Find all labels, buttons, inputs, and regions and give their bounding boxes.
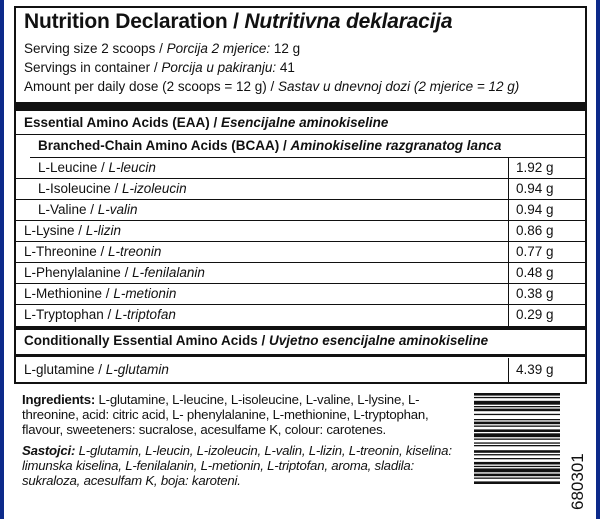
title-en: Nutrition Declaration	[24, 10, 228, 33]
column-divider	[508, 358, 509, 382]
table-row	[16, 263, 585, 284]
title-hr: Nutritivna deklaracija	[244, 10, 453, 33]
nutrient-en: L-Lysine /	[24, 223, 86, 238]
nutrient-name	[24, 223, 121, 238]
table-row	[16, 200, 585, 221]
nutrient-value: 0.94 g	[516, 181, 554, 196]
nutrient-en: L-Leucine /	[38, 160, 109, 175]
servings-count-en: Servings in container /	[24, 60, 162, 75]
nutrient-hr: L-lizin	[85, 223, 122, 238]
nutrient-value: 0.48 g	[516, 265, 554, 280]
bcaa-heading-hr: Aminokiseline razgranatog lanca	[290, 138, 502, 153]
nutrient-name	[38, 160, 156, 175]
nutrient-en: L-Phenylalanine /	[24, 265, 133, 280]
table-row	[16, 158, 585, 179]
nutrient-name	[38, 202, 138, 217]
nutrient-en: L-glutamine /	[24, 362, 106, 377]
ingredients-en	[22, 392, 452, 438]
nutrient-value: 0.77 g	[516, 244, 554, 259]
nutrient-hr: L-triptofan	[115, 307, 176, 322]
nutrient-value: 0.29 g	[516, 307, 554, 322]
table-row	[16, 179, 585, 200]
amount-en: Amount per daily dose (2 scoops = 12 g) /	[24, 79, 279, 94]
nutrition-panel	[14, 6, 587, 384]
blue-edge-right	[596, 0, 600, 519]
servings-count	[24, 60, 295, 76]
nutrient-en: L-Valine /	[38, 202, 98, 217]
servings-count-hr: Porcija u pakiranju:	[161, 60, 277, 75]
nutrient-name	[24, 286, 176, 301]
nutrient-en: L-Methionine /	[24, 286, 114, 301]
nutrient-value: 4.39 g	[516, 362, 554, 377]
nutrient-name	[24, 265, 205, 280]
barcode	[474, 393, 560, 511]
nutrient-hr: L-fenilalanin	[132, 265, 205, 280]
nutrient-value: 0.94 g	[516, 202, 554, 217]
nutrient-hr: L-metionin	[113, 286, 177, 301]
ingredients-text-en: L-glutamine, L-leucine, L-isoleucine, L-valine, L-lysine, L-threonine, acid: citric acid, L- phenylalanine, L-methionine, L-tryptophan, flavour, sweeteners: sucralose, acesulfame K, colour: carotenes.	[22, 392, 429, 438]
nutrient-en: L-Tryptophan /	[24, 307, 116, 322]
thick-divider	[16, 326, 585, 330]
nutrient-name	[24, 244, 161, 259]
ingredients-hr	[22, 443, 452, 489]
amount-per-dose	[24, 79, 519, 95]
thick-divider	[16, 102, 585, 111]
nutrient-hr: L-glutamin	[105, 362, 169, 377]
blue-edge-left	[0, 0, 4, 519]
ingredients-label-en: Ingredients:	[22, 392, 96, 407]
ingredients-block	[22, 392, 452, 493]
nutrient-value: 0.38 g	[516, 286, 554, 301]
nutrient-hr: L-leucin	[108, 160, 156, 175]
nutrient-value: 1.92 g	[516, 160, 554, 175]
column-divider	[508, 242, 509, 262]
nutrient-hr: L-treonin	[108, 244, 162, 259]
column-divider	[508, 305, 509, 326]
barcode-number: 680301	[568, 453, 587, 510]
bcaa-heading-en: Branched-Chain Amino Acids (BCAA) /	[38, 138, 291, 153]
nutrient-name	[38, 181, 187, 196]
eaa-heading	[24, 115, 388, 130]
column-divider	[508, 200, 509, 220]
nutrient-en: L-Isoleucine /	[38, 181, 123, 196]
column-divider	[508, 179, 509, 199]
nutrient-value: 0.86 g	[516, 223, 554, 238]
eaa-heading-hr: Esencijalne aminokiseline	[221, 115, 389, 130]
nutrient-hr: L-izoleucin	[122, 181, 187, 196]
servings-count-value: 41	[276, 60, 295, 75]
serving-size	[24, 41, 300, 57]
amount-hr: Sastav u dnevnoj dozi (2 mjerice = 12 g)	[278, 79, 520, 94]
serving-size-value: 12 g	[270, 41, 301, 56]
serving-size-hr: Porcija 2 mjerice:	[166, 41, 271, 56]
eaa-heading-en: Essential Amino Acids (EAA) /	[24, 115, 222, 130]
table-row	[16, 284, 585, 305]
nutrient-name	[24, 307, 176, 322]
serving-size-en: Serving size 2 scoops /	[24, 41, 167, 56]
column-divider	[508, 221, 509, 241]
table-row	[16, 221, 585, 242]
table-row	[16, 242, 585, 263]
column-divider	[508, 158, 509, 178]
ingredients-label-hr: Sastojci:	[22, 442, 76, 458]
ceaa-heading	[24, 333, 488, 348]
ingredients-text-hr: L-glutamin, L-leucin, L-izoleucin, L-valin, L-lizin, L-treonin, kiselina: limunska kiselina, L-fenilalanin, L-metionin, L-triptofan, aroma, sladila: sukraloza, acesulfam K, boja: karoteni.	[22, 442, 452, 489]
ceaa-heading-en: Conditionally Essential Amino Acids /	[24, 333, 270, 348]
table-row	[16, 358, 585, 382]
table-row	[16, 305, 585, 326]
nutrient-name	[24, 362, 169, 377]
column-divider	[508, 284, 509, 304]
ceaa-heading-hr: Uvjetno esencijalne aminokiseline	[269, 333, 489, 348]
thick-divider	[16, 354, 585, 357]
nutrient-hr: L-valin	[97, 202, 138, 217]
bcaa-heading	[38, 138, 501, 153]
divider	[16, 134, 585, 135]
panel-title	[24, 10, 452, 34]
title-separator: /	[227, 10, 245, 33]
nutrient-en: L-Threonine /	[24, 244, 109, 259]
column-divider	[508, 263, 509, 283]
